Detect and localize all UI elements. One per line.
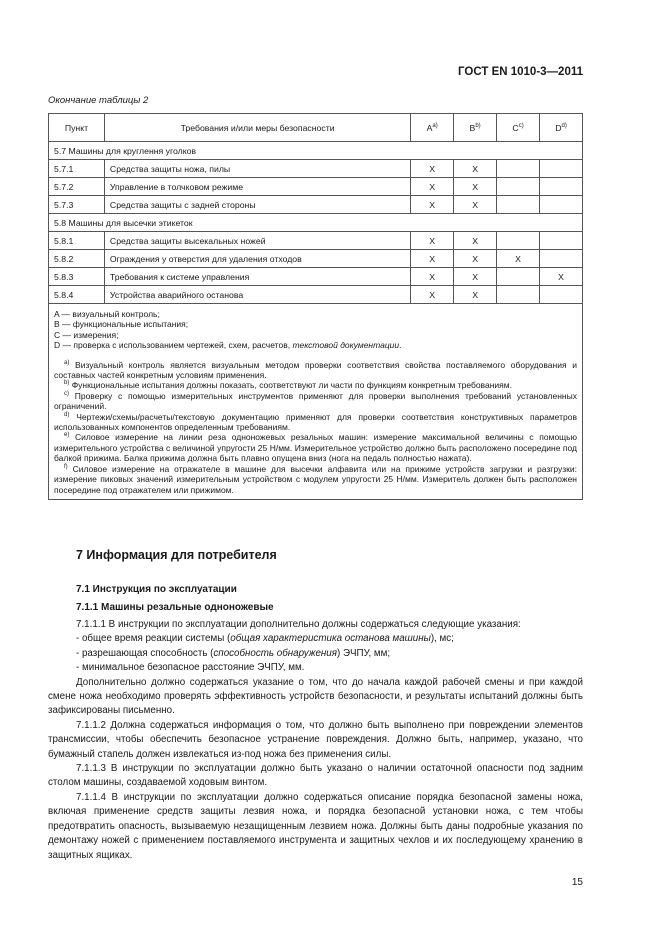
legend-c: C — измерения; (54, 329, 119, 340)
cell-b: X (454, 268, 497, 286)
cell-c (497, 268, 540, 286)
cell-c (497, 178, 540, 196)
footnote-c: $^{c)}$ Проверку с помощью измерительных инструментов применяют для проверки выполнения требований установленных ограничений. (54, 390, 577, 412)
cell-b: X (454, 178, 497, 196)
cell-b: X (454, 232, 497, 250)
cell-c (497, 196, 540, 214)
table-row (49, 286, 583, 304)
row-requirement: Ограждения у отверстия для удаления отходов (104, 250, 410, 268)
footnote-b: $^{b)}$ Функциональные испытания должны показать, соответствуют ли части по функциям конкретным требованиям. (64, 380, 512, 391)
row-requirement: Требования к системе управления (104, 268, 410, 286)
safety-requirements-table (48, 113, 583, 500)
header-a: $A^{a)}$ (411, 114, 454, 142)
table-row (49, 178, 583, 196)
cell-d (540, 196, 583, 214)
row-number: 5.7.1 (49, 160, 105, 178)
footnote-e: $^{e)}$ Силовое измерение на линии реза одноножевых резальных машин: измерение максимальной величины с помощью измерительного устройства с величиной упругости 25 Н/мм. Измерительное устройство должно быть расположено посередине под балкой прижима. Балка прижима должна быть плавно опущена вниз (нога на педаль полностью нажата). (54, 432, 577, 464)
table-section-row (49, 214, 583, 232)
cell-a: X (411, 232, 454, 250)
cell-d (540, 232, 583, 250)
list-item: - общее время реакции системы (общая характеристика останова машины), мс; (76, 633, 454, 645)
legend-d: D — проверка с использованием чертежей, схем, расчетов, текстовой документации. (54, 340, 402, 351)
legend-a: A — визуальный контроль; (54, 309, 160, 319)
body-text (48, 618, 583, 863)
cell-d (540, 250, 583, 268)
table-row (49, 268, 583, 286)
cell-a: X (411, 268, 454, 286)
cell-d: X (540, 268, 583, 286)
table-notes (49, 304, 583, 500)
section-title: 5.7 Машины для круглення уголков (49, 142, 583, 160)
table-row (49, 232, 583, 250)
table-section-row (49, 142, 583, 160)
paragraph-7-1-1-1: 7.1.1.1 В инструкции по эксплуатации дополнительно должны содержаться следующие указания: (76, 619, 521, 630)
section-title: 5.8 Машины для высечки этикеток (49, 214, 583, 232)
cell-d (540, 178, 583, 196)
page-number: 15 (571, 877, 583, 888)
footnote-d: $^{d)}$ Чертежи/схемы/расчеты/текстовую документацию применяют для проверки соответствия конструктивных параметров использованных компонентов определенным требованиям. (54, 411, 577, 433)
table-caption: Окончание таблицы 2 (48, 95, 149, 106)
cell-a: X (411, 286, 454, 304)
row-requirement: Устройства аварийного останова (104, 286, 410, 304)
paragraph-additional: Дополнительно должно содержаться указание о том, что до начала каждой рабочей смены и при каждой смене ножа необходимо проверять эффективность устройств безопасности, и результаты испытаний должны быть зафиксированы письменно. (48, 676, 583, 717)
cell-c: X (497, 250, 540, 268)
header-c: $C^{c)}$ (497, 114, 540, 142)
cell-c (497, 286, 540, 304)
table-row (49, 250, 583, 268)
section-7-heading: 7 Информация для потребителя (76, 548, 277, 562)
row-requirement: Управление в толчковом режиме (104, 178, 410, 196)
paragraph-7-1-1-3: 7.1.1.3 В инструкции по эксплуатации должно быть указано о наличии остаточной опасности под задним столом машины, создаваемой ходовым винтом. (48, 763, 583, 789)
header-d: $D^{d)}$ (540, 114, 583, 142)
section-7-1-1-heading: 7.1.1 Машины резальные одноножевые (76, 602, 274, 613)
cell-d (540, 160, 583, 178)
table-header-row (49, 114, 583, 142)
legend-b: B — функциональные испытания; (54, 319, 189, 330)
document-standard-number: ГОСТ EN 1010-3—2011 (458, 66, 583, 78)
row-requirement: Средства защиты ножа, пилы (104, 160, 410, 178)
row-number: 5.8.1 (49, 232, 105, 250)
list-item: - минимальное безопасное расстояние ЭЧПУ, мм. (76, 662, 305, 674)
cell-d (540, 286, 583, 304)
header-item: Пункт (49, 114, 105, 142)
cell-b: X (454, 196, 497, 214)
cell-a: X (411, 160, 454, 178)
row-number: 5.7.3 (49, 196, 105, 214)
paragraph-7-1-1-2: 7.1.1.2 Должна содержаться информация о том, что должно быть выполнено при повреждении элементов трансмиссии, чтобы обеспечить безопасное устранение повреждения. Должно быть, например, указано, что бумажный стапель должен извлекаться из-под ножа без применения силы. (48, 719, 583, 760)
paragraph-7-1-1-4: 7.1.1.4 В инструкции по эксплуатации должно содержаться описание порядка безопасной замены ножа, включая применение средств защиты лезвия ножа, и порядка безопасной установки ножа, с тем чтобы предотвратить опасность, вызываемую незащищенным лезвием ножа. Должны быть даны подробные указания по демонтажу ножей с применением поставляемого инструмента и защитных чехлов и их последующему хранению в защитных ящиках. (48, 791, 583, 861)
cell-b: X (454, 160, 497, 178)
cell-a: X (411, 196, 454, 214)
footnote-a: $^{a)}$ Визуальный контроль является визуальным методом проверки соответствия свойства поставляемого оборудования и составных частей конкретным условиям применения. (54, 359, 577, 381)
cell-a: X (411, 250, 454, 268)
row-number: 5.8.2 (49, 250, 105, 268)
header-b: $B^{b)}$ (454, 114, 497, 142)
cell-b: X (454, 250, 497, 268)
cell-a: X (411, 178, 454, 196)
row-requirement: Средства защиты с задней стороны (104, 196, 410, 214)
list-item: - разрешающая способность (способность обнаружения) ЭЧПУ, мм; (76, 647, 391, 659)
cell-b: X (454, 286, 497, 304)
table-row (49, 196, 583, 214)
section-7-1-heading: 7.1 Инструкция по эксплуатации (76, 584, 237, 595)
row-number: 5.8.4 (49, 286, 105, 304)
header-requirements: Требования и/или меры безопасности (104, 114, 410, 142)
table-notes-row (49, 304, 583, 500)
row-requirement: Средства защиты высекальных ножей (104, 232, 410, 250)
table-row (49, 160, 583, 178)
footnote-f: $^{f)}$ Силовое измерение на отражателе в машине для высечки алфавита или на прижиме устройств загрузки и разгрузки: измерение пиковых значений измерительным устройством с модулем упругости 25 Н/мм. Измеритель должен быть расположен посередине под отражателем или прижимом. (54, 463, 577, 495)
cell-c (497, 160, 540, 178)
row-number: 5.8.3 (49, 268, 105, 286)
row-number: 5.7.2 (49, 178, 105, 196)
cell-c (497, 232, 540, 250)
